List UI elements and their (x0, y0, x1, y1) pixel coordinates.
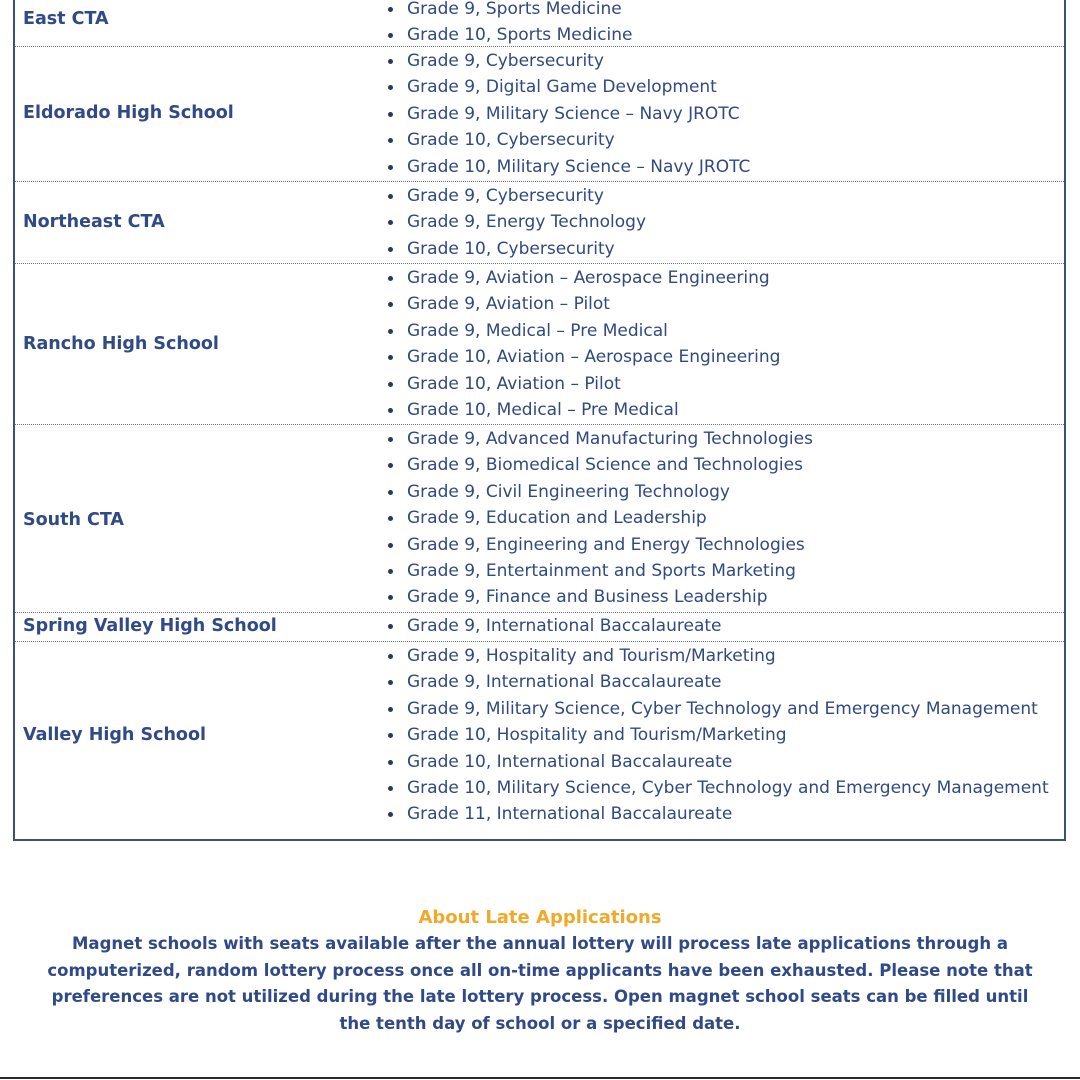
list-item: Grade 9, Finance and Business Leadership (385, 584, 813, 610)
list-item: Grade 9, Entertainment and Sports Marketing (385, 558, 813, 584)
section-heading: About Late Applications (418, 907, 662, 928)
late-applications-section (40, 905, 1040, 1037)
list-item: Grade 9, Energy Technology (385, 209, 646, 235)
divider (0, 1077, 1080, 1079)
list-item: Grade 9, International Baccalaureate (385, 613, 721, 639)
table-row-east-cta (15, 0, 1064, 47)
school-name: Rancho High School (23, 334, 219, 354)
school-name: Valley High School (23, 725, 206, 745)
table-row-eldorado (15, 47, 1064, 182)
list-item: Grade 11, International Baccalaureate (385, 801, 1049, 827)
list-item: Grade 9, Engineering and Energy Technologies (385, 532, 813, 558)
list-item: Grade 9, Cybersecurity (385, 183, 646, 209)
list-item: Grade 10, Cybersecurity (385, 236, 646, 262)
list-item: Grade 9, International Baccalaureate (385, 669, 1049, 695)
program-list (385, 265, 780, 423)
list-item: Grade 10, Sports Medicine (385, 22, 633, 48)
table-row-rancho (15, 264, 1064, 425)
school-name: Northeast CTA (23, 212, 165, 232)
list-item: Grade 10, International Baccalaureate (385, 749, 1049, 775)
program-list (385, 183, 646, 262)
table-row-northeast-cta (15, 182, 1064, 264)
list-item: Grade 9, Military Science – Navy JROTC (385, 101, 750, 127)
list-item: Grade 10, Military Science – Navy JROTC (385, 154, 750, 180)
school-name: Eldorado High School (23, 103, 234, 123)
section-body: Magnet schools with seats available after the annual lottery will process late applications through a computerized, random lottery process once all on-time applicants have been exhausted. Please note that preferences are not utilized during the late lottery process. Open magnet school seats can be filled until the tenth day of school or a specified date. (47, 934, 1033, 1033)
list-item: Grade 10, Hospitality and Tourism/Marketing (385, 722, 1049, 748)
program-list (385, 643, 1049, 828)
list-item: Grade 9, Military Science, Cyber Technology and Emergency Management (385, 696, 1049, 722)
table-row-spring-valley (15, 613, 1064, 642)
program-list (385, 48, 750, 180)
program-list (385, 613, 721, 639)
table-row-south-cta (15, 425, 1064, 613)
list-item: Grade 9, Sports Medicine (385, 0, 633, 22)
list-item: Grade 9, Aviation – Pilot (385, 291, 780, 317)
list-item: Grade 9, Advanced Manufacturing Technologies (385, 426, 813, 452)
table-row-valley (15, 642, 1064, 832)
list-item: Grade 9, Medical – Pre Medical (385, 318, 780, 344)
list-item: Grade 10, Aviation – Pilot (385, 371, 780, 397)
list-item: Grade 10, Military Science, Cyber Technology and Emergency Management (385, 775, 1049, 801)
list-item: Grade 10, Medical – Pre Medical (385, 397, 780, 423)
list-item: Grade 9, Hospitality and Tourism/Marketing (385, 643, 1049, 669)
program-list (385, 426, 813, 611)
list-item: Grade 9, Cybersecurity (385, 48, 750, 74)
schools-table (13, 0, 1066, 841)
school-name: South CTA (23, 510, 124, 530)
school-name: Spring Valley High School (23, 616, 277, 636)
list-item: Grade 9, Civil Engineering Technology (385, 479, 813, 505)
list-item: Grade 9, Aviation – Aerospace Engineering (385, 265, 780, 291)
list-item: Grade 10, Aviation – Aerospace Engineering (385, 344, 780, 370)
list-item: Grade 10, Cybersecurity (385, 127, 750, 153)
school-name: East CTA (23, 9, 109, 29)
list-item: Grade 9, Biomedical Science and Technologies (385, 452, 813, 478)
program-list (385, 0, 633, 49)
list-item: Grade 9, Digital Game Development (385, 74, 750, 100)
list-item: Grade 9, Education and Leadership (385, 505, 813, 531)
